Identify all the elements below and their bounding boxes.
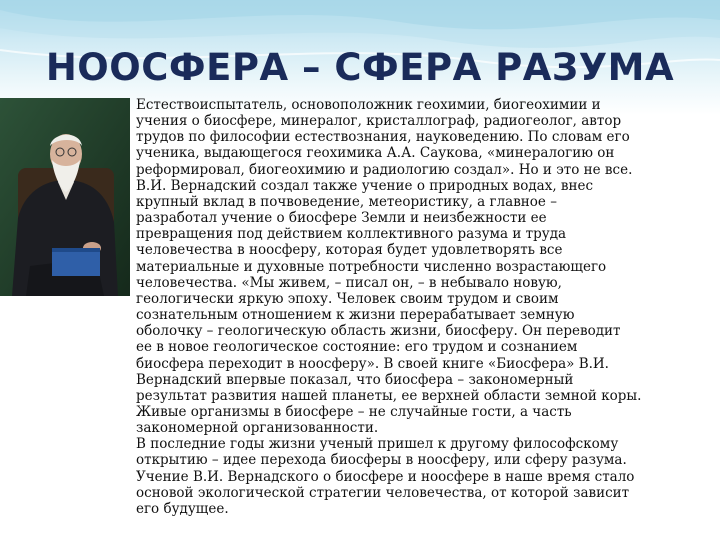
body-text-line: ученика, выдающегося геохимика А.А. Саукова, «минералогию он — [136, 145, 615, 162]
body-text-line: его будущее. — [136, 500, 229, 517]
body-text-line: учения о биосфере, минералог, кристаллограф, радиогеолог, автор — [136, 113, 622, 130]
body-text-line: крупный вклад в почвоведение, метеористику, а главное – — [136, 193, 557, 210]
body-text-line: геологически яркую эпоху. Человек своим трудом и своим — [136, 290, 559, 307]
body-text-line: ее в новое геологическое состояние: его трудом и сознанием — [136, 339, 578, 356]
body-text-line: основой экологической стратегии человечества, от которой зависит — [136, 484, 630, 501]
body-text-line: Живые организмы в биосфере – не случайные гости, а часть — [136, 403, 572, 420]
body-text-line: превращения под действием коллективного разума и труда — [136, 226, 567, 243]
body-text-line: реформировал, биогеохимию и радиологию создал». Но и это не все. — [136, 161, 633, 178]
body-text-line: Учение В.И. Вернадского о биосфере и ноосфере в наше время стало — [136, 468, 635, 485]
body-text-line: биосфера переходит в ноосферу». В своей книге «Биосфера» В.И. — [136, 355, 609, 372]
body-text-line: открытию – идее перехода биосферы в ноосферу, или сферу разума. — [136, 452, 627, 469]
body-text-line: оболочку – геологическую область жизни, биосферу. Он переводит — [136, 323, 621, 340]
body-text-line: материальные и духовные потребности численно возрастающего — [136, 258, 607, 275]
body-text-line: В последние годы жизни ученый пришел к другому философскому — [136, 436, 619, 453]
body-text — [136, 97, 716, 517]
slide-title: НООСФЕРА – СФЕРА РАЗУМА — [45, 46, 675, 89]
body-text-line: разработал учение о биосфере Земли и неизбежности ее — [136, 210, 547, 227]
portrait-of-vernadsky-icon — [0, 98, 130, 296]
body-text-line: В.И. Вернадский создал также учение о природных водах, внес — [136, 177, 594, 194]
body-text-line: человечества в ноосферу, которая будет удовлетворять все — [136, 242, 563, 259]
body-text-line: человечества. «Мы живем, – писал он, – в небывало новую, — [136, 274, 562, 291]
body-text-line: сознательным отношением к жизни перерабатывает земную — [136, 307, 575, 324]
portrait-image — [0, 98, 130, 296]
body-text-line: Естествоиспытатель, основоположник геохимии, биогеохимии и — [136, 97, 601, 113]
body-text-line: результат развития нашей планеты, ее верхней области земной коры. — [136, 387, 642, 404]
body-text-line: трудов по философии естествознания, науковедению. По словам его — [136, 129, 630, 146]
body-text-line: закономерной организованности. — [136, 420, 379, 437]
body-text-line: Вернадский впервые показал, что биосфера – закономерный — [136, 371, 574, 388]
